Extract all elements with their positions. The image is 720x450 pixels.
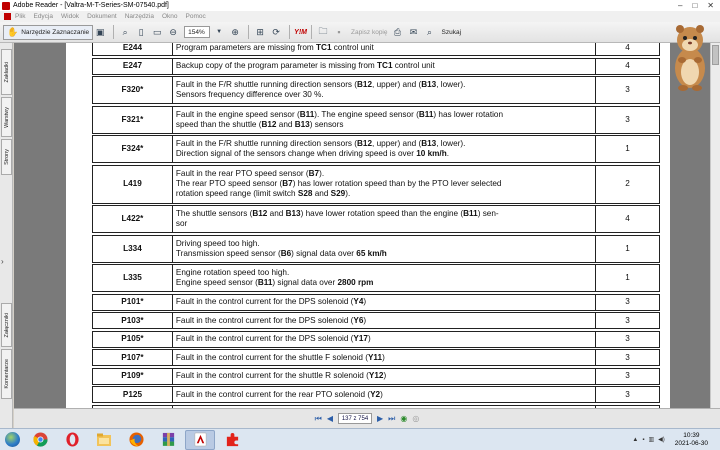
hamster-mascot-icon — [666, 14, 714, 94]
rotate-button[interactable] — [269, 25, 283, 40]
zoom-decrease-button[interactable] — [166, 25, 180, 40]
tab-pages[interactable] — [1, 139, 12, 175]
volume-icon[interactable]: ◀) — [658, 437, 665, 443]
description-text: Fault in the engine speed sensor ( — [175, 109, 300, 119]
puzzle-app-icon — [225, 432, 240, 447]
bold-reference: 2800 rpm — [337, 278, 374, 287]
first-page-icon[interactable]: ⏮ — [314, 413, 322, 423]
table-row — [93, 136, 660, 163]
zoom-out-button[interactable] — [118, 25, 132, 40]
fault-description-cell — [172, 387, 595, 403]
toolbar-separator — [311, 25, 312, 39]
page-layout-button[interactable] — [253, 25, 267, 40]
adobe-reader-logo-icon — [2, 2, 10, 10]
page-navigation-bar — [14, 408, 720, 428]
table-row — [93, 387, 660, 403]
fault-level-cell: 4 — [596, 43, 660, 56]
fault-description-cell — [172, 265, 595, 292]
description-text: ) signal data over — [291, 248, 357, 258]
menu-item-plik[interactable]: Plik — [15, 13, 26, 20]
description-text: and — [312, 188, 331, 198]
description-text: Fault in the control current for the rear PTO solenoid ( — [175, 389, 371, 399]
system-tray — [632, 432, 720, 448]
page-number-value: 137 z 754 — [341, 415, 369, 422]
table-row — [93, 265, 660, 292]
magnifier-icon: ⌕ — [122, 26, 128, 37]
zoom-level-value: 154% — [188, 28, 205, 36]
description-line — [176, 169, 592, 179]
fault-description-cell — [172, 206, 595, 233]
tab-bookmarks[interactable] — [1, 49, 12, 95]
table-row — [93, 313, 660, 329]
table-row — [93, 165, 660, 203]
description-text: Fault in the F/R shuttle running direction sensors ( — [175, 80, 358, 90]
description-line — [176, 219, 592, 229]
chevron-down-icon: ▼ — [216, 29, 223, 35]
fault-description-cell — [172, 43, 595, 56]
fault-level-cell: 1 — [596, 235, 660, 262]
fault-level-cell: 3 — [596, 368, 660, 384]
close-icon[interactable]: ✕ — [707, 1, 714, 10]
description-text: The shuttle sensors ( — [175, 209, 253, 219]
toolbar-separator — [113, 25, 114, 39]
tab-attachments-label: Załączniki — [3, 312, 10, 338]
hand-tool-icon: ✋ — [7, 26, 19, 37]
fault-level-cell: 3 — [596, 331, 660, 347]
description-text: Transmission speed sensor ( — [175, 248, 281, 258]
binoculars-icon: ⌕ — [426, 26, 433, 37]
description-text: rotation speed range (limit switch — [175, 188, 298, 198]
tab-layers[interactable] — [1, 97, 12, 137]
table-row — [93, 368, 660, 384]
fault-code-cell: F321* — [93, 106, 173, 133]
bold-reference: B12 — [357, 139, 373, 149]
bold-reference: Y12 — [368, 371, 384, 381]
pdf-page — [66, 43, 670, 408]
bold-reference: Y4 — [353, 297, 364, 307]
description-text: ) — [383, 371, 387, 381]
description-text: ) — [367, 334, 371, 344]
description-line — [176, 278, 592, 288]
menu-item-edycja[interactable]: Edycja — [33, 13, 53, 20]
description-text: Engine rotation speed too high. — [175, 268, 290, 278]
fault-description-cell — [172, 165, 595, 203]
description-text: ) have lower rotation speed than the engine ( — [300, 209, 464, 219]
table-row — [93, 106, 660, 133]
bold-reference: Y17 — [353, 334, 368, 344]
description-text: ) sensors — [309, 119, 344, 129]
windows-logo-icon — [5, 432, 20, 447]
zoom-level-field[interactable] — [184, 26, 210, 38]
description-text: , lower). — [436, 80, 466, 90]
menu-bar — [0, 11, 720, 22]
fault-code-table — [92, 43, 660, 408]
fit-page-button[interactable] — [134, 25, 148, 40]
fault-description-cell — [172, 313, 595, 329]
fault-code-cell: L334 — [93, 235, 173, 262]
fault-level-cell: 3 — [596, 77, 660, 104]
fault-code-cell: E247 — [93, 58, 173, 74]
description-text: Direction signal of the sensors change when driving speed is over — [175, 149, 417, 158]
plus-icon: ⊕ — [231, 26, 239, 37]
search-icon-button[interactable] — [423, 25, 437, 40]
menu-item-narzedzia[interactable]: Narzędzia — [124, 13, 154, 20]
bold-reference: B13 — [421, 80, 437, 90]
document-view[interactable] — [14, 43, 710, 408]
clock-date: 2021-06-30 — [674, 439, 708, 447]
bold-reference: B12 — [252, 209, 268, 219]
taskbar-app-puzzle[interactable] — [217, 430, 247, 450]
fault-description-cell — [172, 58, 595, 74]
bold-reference: Y6 — [353, 315, 364, 325]
fault-code-cell: P101* — [93, 294, 173, 310]
fault-code-cell: P109* — [93, 368, 173, 384]
fault-description-cell — [172, 350, 595, 366]
tab-pages-label: Strony — [3, 149, 10, 165]
bold-reference: B12 — [357, 80, 373, 90]
description-text: Fault in the F/R shuttle running direction sensors ( — [175, 139, 358, 149]
print-button[interactable] — [391, 25, 405, 40]
fault-level-cell: 3 — [596, 313, 660, 329]
description-line — [176, 80, 592, 90]
table-row — [93, 58, 660, 74]
layout-icon: ⊞ — [256, 26, 264, 37]
bold-reference: B12 — [261, 119, 277, 129]
fault-description-cell — [172, 77, 595, 104]
description-text: Fault in the control current for the DPS solenoid ( — [175, 297, 354, 307]
description-text: The rear PTO speed sensor ( — [175, 179, 283, 189]
explorer-icon — [96, 433, 112, 447]
description-line — [176, 149, 592, 159]
fault-description-cell — [172, 235, 595, 262]
fault-description-cell — [172, 136, 595, 163]
toolbar-separator — [289, 25, 290, 39]
windows-taskbar — [0, 428, 720, 450]
minus-icon: ⊖ — [169, 26, 177, 37]
description-text: control unit — [331, 43, 374, 52]
bold-reference: 65 km/h — [356, 248, 387, 258]
fault-description-cell — [172, 294, 595, 310]
tab-comments[interactable] — [1, 349, 12, 399]
description-text: Engine speed sensor ( — [175, 278, 258, 287]
taskbar-app-winrar[interactable] — [153, 430, 183, 450]
description-text: ). — [345, 188, 351, 198]
description-line — [176, 316, 592, 326]
fault-code-cell: P107* — [93, 350, 173, 366]
description-line — [176, 334, 592, 344]
printer-icon: ⎙ — [393, 26, 402, 37]
description-text: ) — [380, 389, 383, 399]
tray-app-icon[interactable]: ▪ — [642, 436, 645, 443]
description-line — [176, 61, 592, 71]
taskbar-app-opera[interactable] — [57, 430, 87, 450]
fit-width-icon: ▭ — [152, 26, 162, 37]
tab-layers-label: Warstwy — [3, 106, 10, 128]
panel-expand-arrow-icon[interactable]: › — [1, 257, 4, 266]
table-row — [93, 331, 660, 347]
snapshot-tool-button[interactable] — [93, 25, 107, 40]
save-copy-label[interactable]: Zapisz kopię — [351, 28, 388, 36]
description-text: Sensors frequency difference over 30 %. — [175, 90, 324, 99]
bold-reference: TC1 — [377, 61, 393, 71]
taskbar-app-chrome[interactable] — [25, 430, 55, 450]
fault-level-cell: 3 — [596, 294, 660, 310]
description-line — [176, 139, 592, 149]
fault-code-cell: L422* — [93, 206, 173, 233]
bold-reference: B11 — [257, 278, 273, 287]
go-back-icon[interactable]: ◉ — [400, 414, 408, 423]
description-text: Fault in the control current for the DPS solenoid ( — [175, 334, 354, 344]
network-icon[interactable]: ▥ — [648, 437, 655, 443]
taskbar-app-firefox[interactable] — [121, 430, 151, 450]
taskbar-app-explorer[interactable] — [89, 430, 119, 450]
description-text: Fault in the rear PTO speed sensor ( — [175, 169, 309, 179]
chrome-icon — [33, 432, 48, 447]
description-line — [176, 249, 592, 259]
search-label[interactable]: Szukaj — [441, 28, 462, 36]
fault-level-cell: 4 — [596, 206, 660, 233]
folder-icon: 🗀 — [318, 26, 328, 36]
taskbar-app-adobe-reader[interactable] — [185, 430, 215, 450]
camera-icon: ▣ — [95, 26, 105, 37]
fit-width-button[interactable] — [150, 25, 164, 40]
description-text: , upper) and ( — [372, 139, 422, 149]
table-row — [93, 43, 660, 56]
description-text: Driving speed too high. — [175, 238, 260, 248]
previous-page-icon[interactable]: ◀ — [326, 414, 334, 423]
vertical-scrollbar[interactable] — [710, 43, 720, 408]
table-row — [93, 206, 660, 233]
fault-code-cell: F324* — [93, 136, 173, 163]
description-line — [176, 120, 592, 130]
select-tool-button[interactable] — [3, 25, 93, 40]
email-button[interactable] — [407, 25, 421, 40]
description-text: , lower). — [436, 139, 466, 149]
document-icon — [4, 13, 11, 20]
page-number-field[interactable] — [338, 413, 372, 424]
page-icon: ▯ — [138, 26, 144, 37]
table-row — [93, 294, 660, 310]
bold-reference: S29 — [330, 188, 346, 198]
menu-item-dokument[interactable]: Dokument — [87, 13, 117, 20]
fault-code-cell: F320* — [93, 77, 173, 104]
bold-reference: Y2 — [370, 389, 381, 399]
bold-reference: B11 — [463, 209, 478, 219]
fault-description-cell — [172, 368, 595, 384]
description-text: Fault in the control current for the shuttle R solenoid ( — [175, 371, 369, 381]
description-line — [176, 110, 592, 120]
firefox-icon — [129, 432, 144, 447]
tab-attachments[interactable] — [1, 303, 12, 347]
tab-bookmarks-label: Zakładki — [3, 61, 10, 83]
minimize-icon[interactable]: – — [678, 1, 683, 10]
maximize-icon[interactable]: □ — [692, 1, 698, 10]
title-bar — [0, 0, 720, 11]
bold-reference: S28 — [297, 188, 313, 198]
bold-reference: B11 — [299, 109, 315, 119]
description-text: control unit — [392, 61, 435, 71]
system-clock[interactable] — [675, 432, 708, 448]
bold-reference: B6 — [280, 248, 292, 258]
bold-reference: 10 km/h — [416, 149, 447, 158]
description-text: Program parameters are missing from — [175, 43, 317, 52]
description-text: Fault in the control current for the DPS solenoid ( — [175, 315, 354, 325]
floppy-icon: ▪ — [337, 27, 341, 37]
adobe-reader-icon — [193, 432, 208, 447]
description-text: sor — [175, 219, 188, 228]
description-line — [176, 43, 592, 52]
description-text: ) — [382, 352, 385, 362]
window-title: Adobe Reader - [Valtra-M-T-Series-SM-07540.pdf] — [13, 2, 169, 9]
fault-code-cell: P103* — [93, 313, 173, 329]
fault-code-cell: E244 — [93, 43, 173, 56]
envelope-icon: ✉ — [409, 26, 418, 37]
description-line — [176, 239, 592, 249]
bold-reference: B11 — [418, 109, 434, 119]
description-text: . — [446, 149, 449, 158]
fault-level-cell: 3 — [596, 387, 660, 403]
description-line — [176, 353, 592, 363]
description-line — [176, 297, 592, 307]
description-line — [176, 179, 592, 189]
toolbar — [0, 22, 720, 43]
menu-item-widok[interactable]: Widok — [61, 13, 80, 20]
description-text: ). The engine speed sensor ( — [314, 109, 419, 119]
zoom-dropdown-button[interactable] — [212, 25, 226, 40]
description-text: ) sen- — [477, 209, 499, 219]
description-line — [176, 371, 592, 381]
fault-level-cell: 1 — [596, 265, 660, 292]
opera-icon — [65, 432, 80, 447]
description-text: and — [267, 209, 286, 219]
navigation-side-panel — [0, 43, 13, 428]
bold-reference: B13 — [285, 209, 301, 219]
bold-reference: Y11 — [367, 352, 383, 362]
start-button[interactable] — [0, 429, 24, 450]
fault-code-cell: L419 — [93, 165, 173, 203]
description-line — [176, 209, 592, 219]
description-line — [176, 189, 592, 199]
bold-reference: B7 — [282, 179, 293, 189]
fault-level-cell: 1 — [596, 136, 660, 163]
go-forward-icon[interactable]: ◎ — [412, 414, 420, 423]
description-text: ). — [319, 169, 325, 179]
description-text: Backup copy of the program parameter is missing from — [175, 61, 378, 71]
fault-level-cell: 3 — [596, 106, 660, 133]
last-page-icon[interactable]: ⏭ — [388, 413, 396, 423]
table-row — [93, 235, 660, 262]
open-file-button[interactable] — [316, 25, 330, 40]
fault-table-body — [93, 43, 660, 408]
fault-level-cell: 3 — [596, 350, 660, 366]
fault-code-cell: P125 — [93, 387, 173, 403]
fault-code-cell: L335 — [93, 265, 173, 292]
window-controls — [678, 1, 720, 10]
description-text: ) has lower rotation speed than by the PTO lever selected — [292, 179, 502, 189]
select-tool-label: Narzędzie Zaznaczanie — [21, 28, 90, 36]
description-text: ) — [363, 315, 367, 325]
description-text: speed than the shuttle ( — [175, 119, 262, 129]
bold-reference: B13 — [294, 119, 310, 129]
bold-reference: B7 — [308, 169, 320, 179]
save-copy-icon-button[interactable] — [332, 25, 346, 40]
description-line — [176, 90, 592, 100]
menu-item-okno[interactable]: Okno — [161, 13, 178, 20]
fault-description-cell — [172, 106, 595, 133]
yahoo-messenger-button[interactable]: Y!M — [294, 28, 307, 36]
description-text: and — [276, 119, 295, 129]
toolbar-separator — [248, 25, 249, 39]
fault-level-cell: 4 — [596, 58, 660, 74]
menu-item-pomoc[interactable]: Pomoc — [185, 13, 206, 20]
fault-code-cell: P105* — [93, 331, 173, 347]
winrar-icon — [161, 432, 176, 447]
description-line — [176, 268, 592, 278]
description-text: Fault in the control current for the shuttle F solenoid ( — [175, 352, 368, 362]
description-text: ) — [363, 297, 367, 307]
rotate-icon: ⟳ — [272, 26, 280, 37]
description-text: , upper) and ( — [372, 80, 422, 90]
description-text: ) signal data over — [272, 278, 338, 287]
fault-level-cell: 2 — [596, 165, 660, 203]
clock-time: 10:39 — [683, 431, 700, 439]
table-row — [93, 77, 660, 104]
zoom-increase-button[interactable] — [228, 25, 242, 40]
bold-reference: B13 — [421, 139, 437, 149]
next-page-icon[interactable]: ▶ — [377, 414, 384, 423]
tab-comments-label: Komentarze — [3, 359, 10, 389]
tray-arrow-icon[interactable]: ▲ — [632, 436, 639, 443]
description-text: ) has lower rotation — [433, 109, 504, 119]
fault-description-cell — [172, 331, 595, 347]
table-row — [93, 350, 660, 366]
description-line — [176, 390, 592, 400]
bold-reference: TC1 — [316, 43, 332, 52]
